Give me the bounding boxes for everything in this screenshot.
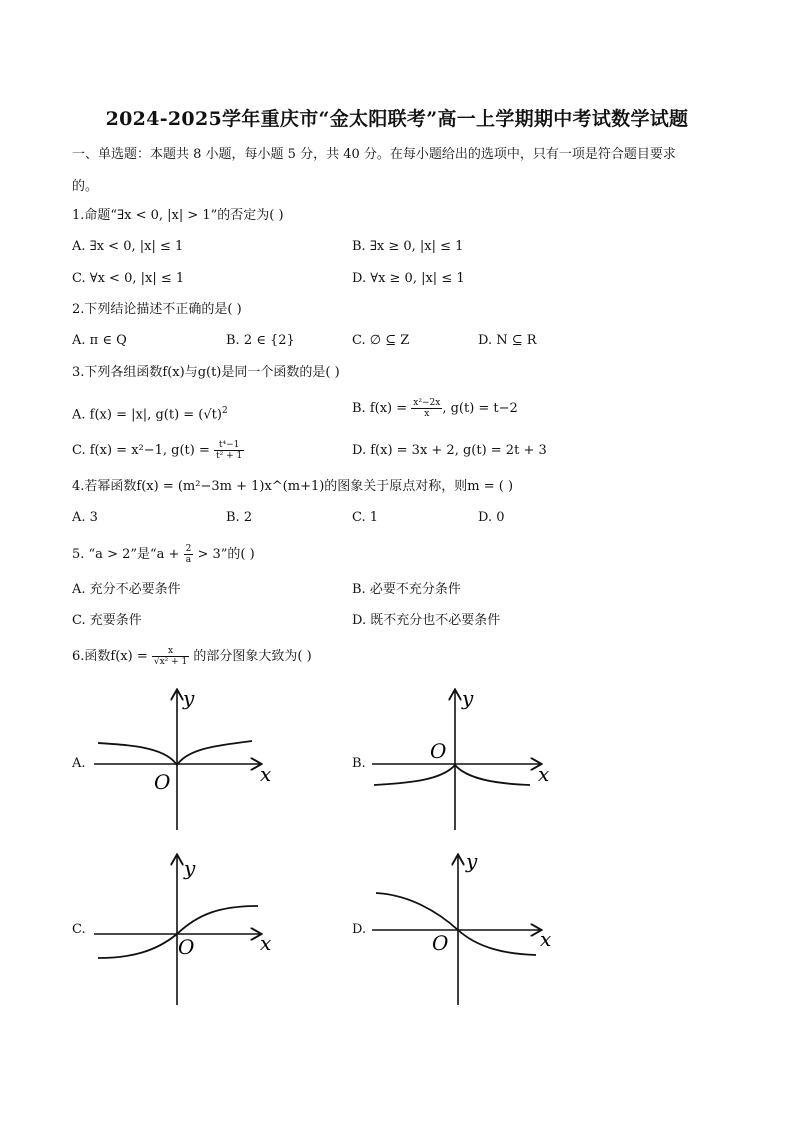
q6-graph-b (370, 685, 560, 835)
q2-option-a: A. π ∈ Q (72, 333, 127, 348)
q3-option-c-den: t² + 1 (216, 451, 243, 461)
q6-graph-c (90, 850, 290, 1010)
x-axis-label: x (540, 927, 552, 951)
q6-graph-a (90, 685, 290, 835)
page-title: 2024-2025学年重庆市“金太阳联考”高一上学期期中考试数学试题 (105, 108, 689, 130)
q5-stem-pre: 5. “a > 2”是“a + (72, 547, 180, 562)
q6-fraction (152, 646, 189, 667)
q6-stem (72, 646, 312, 667)
q3-option-b (352, 398, 518, 419)
q5-den: a (185, 555, 192, 565)
x-axis-label: x (260, 931, 272, 955)
q6-stem-pre: 6.函数f(x) = (72, 649, 148, 664)
y-axis-label: y (184, 856, 196, 880)
q3-option-c-num: t⁴−1 (214, 440, 244, 451)
q3-option-d: D. f(x) = 3x + 2, g(t) = 2t + 3 (352, 443, 547, 458)
q4-option-c: C. 1 (352, 510, 379, 525)
q6-num: x (152, 646, 189, 657)
origin-label: O (432, 931, 449, 955)
q3-option-a (72, 402, 228, 424)
q3-option-b-pre: B. f(x) = (352, 401, 408, 416)
q2-stem: 2.下列结论描述不正确的是( ) (72, 302, 242, 317)
origin-label: O (178, 935, 195, 959)
q6-stem-post: 的部分图象大致为( ) (193, 649, 312, 664)
q6-option-b-label: B. (352, 756, 366, 771)
curve (376, 893, 536, 955)
q4-option-a: A. 3 (72, 510, 98, 525)
q3-option-a-text: A. f(x) = |x|, g(t) = (√t) (72, 407, 222, 423)
q4-option-b: B. 2 (226, 510, 253, 525)
x-axis-label: x (260, 762, 272, 786)
section-instruction-line2: 的。 (72, 179, 99, 194)
q5-stem (72, 544, 255, 565)
q1-option-c: C. ∀x < 0, |x| ≤ 1 (72, 271, 185, 286)
q2-option-c: C. ∅ ⊆ Z (352, 333, 410, 348)
q3-option-a-sup: 2 (221, 406, 228, 416)
q3-stem: 3.下列各组函数f(x)与g(t)是同一个函数的是( ) (72, 365, 340, 380)
q3-option-b-den: x (424, 409, 430, 419)
curve (98, 741, 252, 765)
q1-option-d: D. ∀x ≥ 0, |x| ≤ 1 (352, 271, 465, 286)
q5-option-b: B. 必要不充分条件 (352, 582, 461, 597)
x-axis-label: x (538, 762, 550, 786)
q5-option-a: A. 充分不必要条件 (72, 582, 181, 597)
q4-option-d: D. 0 (478, 510, 505, 525)
section-instruction-line1: 一、单选题：本题共 8 小题，每小题 5 分，共 40 分。在每小题给出的选项中，只有一项是符合题目要求 (72, 147, 676, 162)
q3-option-c (72, 440, 244, 461)
q3-option-b-num: x²−2x (413, 398, 441, 408)
y-axis-label: y (466, 849, 478, 873)
origin-label: O (430, 739, 447, 763)
q6-graph-d (370, 850, 560, 1010)
q6-den: √x² + 1 (153, 657, 188, 667)
origin-label: O (154, 770, 171, 794)
q5-num: 2 (185, 544, 192, 554)
q3-option-c-pre: C. f(x) = x²−1, g(t) = (72, 443, 210, 458)
q1-option-a: A. ∃x < 0, |x| ≤ 1 (72, 239, 184, 254)
curve (374, 765, 530, 785)
q1-option-b: B. ∃x ≥ 0, |x| ≤ 1 (352, 239, 464, 254)
q3-option-b-post: , g(t) = t−2 (442, 401, 518, 416)
q6-option-d-label: D. (352, 922, 367, 937)
q2-option-d: D. N ⊆ R (478, 333, 537, 348)
q6-option-c-label: C. (72, 922, 86, 937)
q6-option-a-label: A. (72, 756, 86, 771)
y-axis-label: y (183, 686, 195, 710)
q3-option-b-fraction (411, 398, 442, 419)
q5-fraction (184, 544, 194, 565)
q2-option-b: B. 2 ∈ {2} (226, 333, 295, 348)
q5-option-d: D. 既不充分也不必要条件 (352, 613, 501, 628)
q1-stem: 1.命题“∃x < 0, |x| > 1”的否定为( ) (72, 208, 284, 223)
y-axis-label: y (462, 686, 474, 710)
q5-option-c: C. 充要条件 (72, 613, 142, 628)
q4-stem: 4.若幂函数f(x) = (m²−3m + 1)x^(m+1)的图象关于原点对称，则m = ( ) (72, 479, 514, 494)
q3-option-c-fraction (214, 440, 244, 461)
q5-stem-post: > 3”的( ) (197, 547, 255, 562)
